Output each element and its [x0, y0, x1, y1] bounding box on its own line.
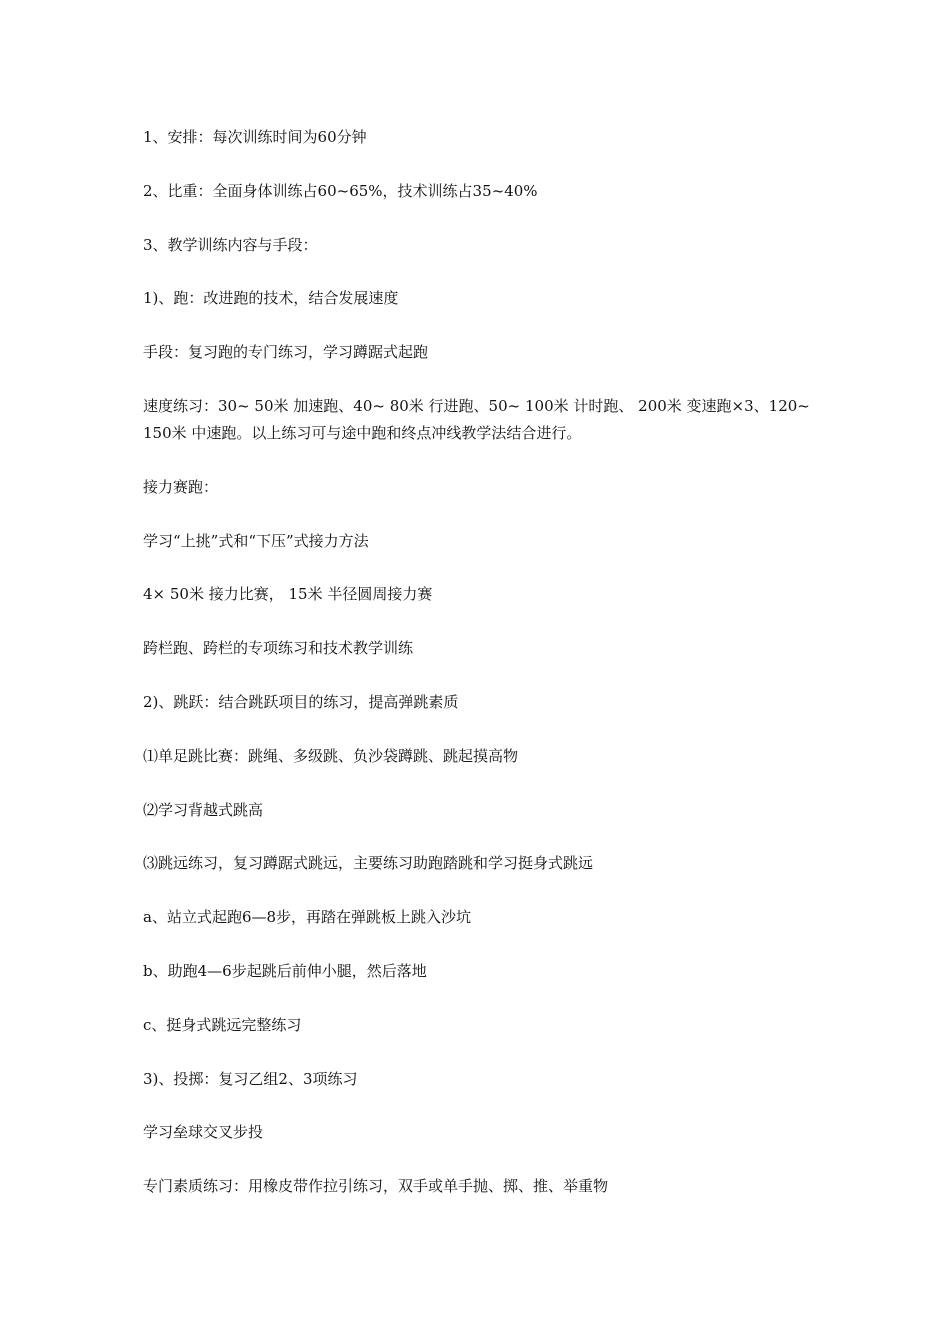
paragraph-single-leg: ⑴单足跳比赛：跳绳、多级跳、负沙袋蹲跳、跳起摸高物 — [143, 746, 519, 765]
paragraph-jumping: 2)、跳跃：结合跳跃项目的练习，提高弹跳素质 — [143, 692, 459, 711]
paragraph-long-jump-b: b、助跑4—6步起跳后前伸小腿，然后落地 — [143, 961, 427, 980]
document-body — [143, 124, 823, 1227]
paragraph-schedule: 1、安排：每次训练时间为60分钟 — [143, 128, 367, 146]
paragraph-speed-practice: 速度练习：30~ 50米 加速跑、40~ 80米 行进跑、50~ 100米 计时跑、 200米 变速跑×3、120~ 150米 中速跑。以上练习可与途中跑和终点冲线教学法结合进行。 — [143, 396, 810, 442]
paragraph-proportion: 2、比重：全面身体训练占60~65%，技术训练占35~40% — [143, 181, 538, 200]
paragraph-long-jump: ⑶跳远练习，复习蹲踞式跳远，主要练习助跑踏跳和学习挺身式跳远 — [143, 854, 594, 873]
paragraph-special-quality: 专门素质练习：用橡皮带作拉引练习，双手或单手抛、掷、推、举重物 — [143, 1177, 609, 1196]
paragraph-long-jump-a: a、站立式起跑6—8步，再踏在弹跳板上跳入沙坑 — [143, 908, 472, 927]
paragraph-running: 1)、跑：改进跑的技术，结合发展速度 — [143, 289, 399, 308]
paragraph-relay-race: 4× 50米 接力比赛， 15米 半径圆周接力赛 — [143, 585, 433, 604]
paragraph-hurdles: 跨栏跑、跨栏的专项练习和技术教学训练 — [143, 639, 414, 658]
paragraph-relay-heading: 接力赛跑： — [143, 477, 219, 496]
paragraph-running-means: 手段：复习跑的专门练习，学习蹲踞式起跑 — [143, 343, 429, 362]
paragraph-softball: 学习垒球交叉步投 — [143, 1123, 264, 1142]
paragraph-throwing: 3)、投掷：复习乙组2、3项练习 — [143, 1069, 358, 1088]
paragraph-high-jump: ⑵学习背越式跳高 — [143, 800, 264, 819]
paragraph-long-jump-c: c、挺身式跳远完整练习 — [143, 1015, 302, 1034]
paragraph-content-heading: 3、教学训练内容与手段： — [143, 235, 318, 254]
paragraph-relay-method: 学习“上挑”式和“下压”式接力方法 — [143, 531, 369, 550]
